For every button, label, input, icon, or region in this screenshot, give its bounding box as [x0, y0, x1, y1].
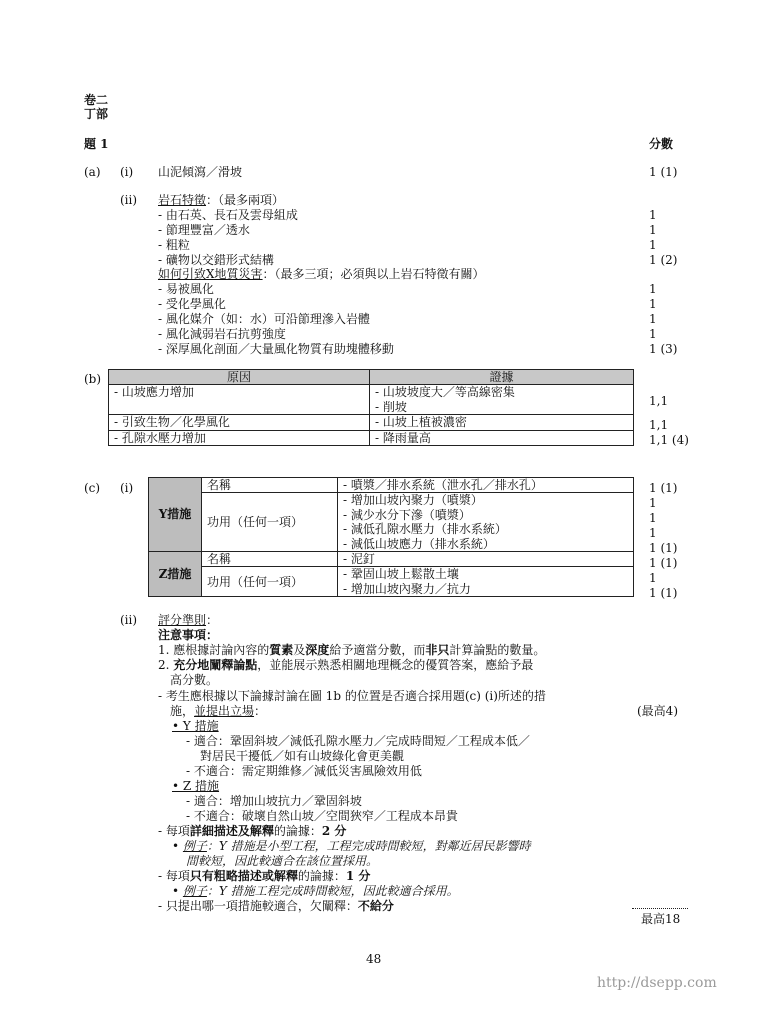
example-1-cont: 間較短，因此較適合在該位置採用。 [186, 854, 379, 868]
z-name-cell: - 泥釘 [338, 551, 634, 566]
list-item: - 易被風化 [158, 282, 214, 296]
rule-emphasis: 詳細描述及解釋 [189, 824, 274, 838]
score-item: 1 [649, 223, 657, 237]
note-emphasis: 質素 [269, 643, 294, 657]
a-i-score: 1 (1) [649, 165, 678, 179]
list-item: - 節理豐富／透水 [158, 223, 250, 237]
rule-text: 的論據： [273, 824, 322, 838]
evidence-item: - 削坡 [375, 399, 407, 414]
section-label: 丁部 [84, 107, 109, 121]
note-emphasis: 充分地闡釋論點 [173, 658, 258, 672]
question-title: 題 1 [84, 137, 109, 151]
score-item: 1 [649, 327, 657, 341]
rule-emphasis: 只有粗略描述或解釋 [189, 869, 298, 883]
cause-cell: - 引致生物／化學風化 [109, 415, 370, 430]
cause-cell: - 孔隙水壓力增加 [109, 430, 370, 445]
score-item: 1 [649, 208, 657, 222]
score-item: 1 [649, 496, 657, 510]
score-heading: 分數 [649, 137, 674, 151]
bullet: • [172, 839, 183, 853]
score-item: 1 (3) [649, 342, 678, 356]
z-unsuitable: - 不適合：破壞自然山坡／空間狹窄／工程成本昂貴 [186, 809, 458, 823]
rule-mark: 1 分 [345, 869, 371, 883]
a-ii-heading2-rest: ：（最多三項；必須與以上岩石特徵有關） [262, 267, 485, 281]
table-row [149, 493, 634, 552]
b-score-2: 1,1 [649, 418, 669, 432]
score-item: 1 (2) [649, 253, 678, 267]
score-item: 1 (1) [649, 586, 678, 600]
z-measure-label: Z措施 [149, 551, 202, 596]
a-ii-heading1-title: 岩石特徵 [158, 193, 207, 207]
col-header-evidence: 證據 [370, 370, 634, 385]
evidence-cell: - 降雨量高 [370, 430, 634, 445]
bullet: • [172, 884, 183, 898]
note-emphasis: 非只 [425, 643, 450, 657]
y-measure-heading: • Y 措施 [172, 719, 219, 733]
y-suitable-cont: 對居民干擾低／如有山坡綠化會更美觀 [200, 749, 405, 763]
table-row [149, 567, 634, 597]
rule-text: 的論據： [297, 869, 346, 883]
z-measure-heading: • Z 措施 [172, 779, 220, 793]
criteria-colon: ： [206, 613, 219, 627]
score-item: 1 [649, 238, 657, 252]
score-item: 1 [649, 511, 657, 525]
table-row [109, 430, 634, 445]
note-text: 給予適當分數，而 [329, 643, 426, 657]
evidence-item: - 山坡坡度大／等高線密集 [375, 385, 515, 400]
footer-url[interactable]: http://dsepp.com [597, 975, 717, 991]
y-suitable: - 適合：鞏固斜坡／減低孔隙水壓力／完成時間短／工程成本低／ [186, 734, 530, 748]
score-item: 1 [649, 526, 657, 540]
a-ii-scores1 [649, 208, 677, 268]
name-label: 名稱 [202, 478, 338, 493]
list-item: - 風化減弱岩石抗剪強度 [158, 327, 286, 341]
name-label: 名稱 [202, 551, 338, 566]
score-item: 1 [649, 571, 657, 585]
note-text: ，並能展示熟悉相關地理概念的優質答案，應給予最 [257, 658, 534, 672]
a-i-answer: 山泥傾瀉／滑坡 [158, 165, 243, 179]
z-function-cell [338, 567, 634, 597]
note-emphasis: 深度 [305, 643, 330, 657]
table-row [149, 551, 634, 566]
col-header-cause: 原因 [109, 370, 370, 385]
b-score-1: 1,1 [649, 394, 669, 408]
b-score-3: 1,1 (4) [649, 433, 689, 447]
cause-cell: - 山坡應力增加 [109, 385, 370, 415]
table-row [109, 415, 634, 430]
criteria-title: 評分準則 [158, 613, 207, 627]
a-ii-heading1 [158, 193, 284, 207]
function-item: - 減低山坡應力（排水系統） [343, 536, 495, 551]
function-item: - 鞏固山坡上鬆散土壤 [343, 567, 459, 582]
a-ii-list1 [158, 208, 298, 268]
rule-text: - 每項 [158, 824, 190, 838]
z-suitable: - 適合：增加山坡抗力／鞏固斜坡 [186, 794, 362, 808]
note-2-cont: 高分數。 [170, 673, 219, 687]
rule-text: - 只提出哪一項措施較適合，欠闡釋： [158, 899, 358, 913]
max-4-score: (最高4) [637, 704, 678, 718]
example-text: ：Y 措施是小型工程，工程完成時間較短，對鄰近居民影響時 [206, 839, 531, 853]
function-item: - 減低孔隙水壓力（排水系統） [343, 522, 507, 537]
c-ii-label: (ii) [120, 613, 138, 627]
point-1-cont [170, 704, 266, 718]
score-item: 1 [649, 312, 657, 326]
function-item: - 減少水分下滲（噴漿） [343, 507, 471, 522]
example-label: 例子 [182, 839, 207, 853]
note-text: 及 [293, 643, 306, 657]
function-item: - 增加山坡內聚力／抗力 [343, 581, 471, 596]
a-ii-label: (ii) [120, 193, 138, 207]
score-item: 1 (1) [649, 541, 678, 555]
note-text: 1. 應根據討論內容的 [158, 643, 270, 657]
list-item: - 受化學風化 [158, 297, 226, 311]
score-item: 1 [649, 282, 657, 296]
part-c-label: (c) [84, 481, 101, 495]
a-ii-heading2-title: 如何引致X地質災害 [158, 267, 263, 281]
c-i-table [148, 477, 634, 597]
example-text: ：Y 措施工程完成時間較短，因此較適合採用。 [206, 884, 459, 898]
score-item: 1 (1) [649, 481, 678, 495]
c-i-label: (i) [120, 481, 134, 495]
rule-2 [158, 869, 370, 883]
notes-title: 注意事項： [158, 628, 219, 642]
list-item: - 粗粒 [158, 238, 190, 252]
rule-text: - 每項 [158, 869, 190, 883]
point-1: - 考生應根據以下論據討論在圖 1b 的位置是否適合採用題(c) (i)所述的措 [158, 689, 546, 703]
function-label: 功用（任何一項） [202, 567, 338, 597]
rule-mark: 不給分 [357, 899, 394, 913]
example-label: 例子 [182, 884, 207, 898]
example-1 [172, 839, 531, 853]
a-ii-heading2 [158, 267, 485, 281]
note-1 [158, 643, 545, 657]
score-item: 1 (1) [649, 556, 678, 570]
max-18-score: 最高18 [641, 912, 681, 926]
list-item: - 礦物以交錯形式結構 [158, 253, 274, 267]
criteria-heading [158, 613, 218, 627]
example-2 [172, 884, 459, 898]
rule-mark: 2 分 [321, 824, 347, 838]
y-function-cell [338, 493, 634, 552]
paper-label: 卷二 [84, 93, 109, 107]
rule-1 [158, 824, 346, 838]
point-underline: 並提出立場 [194, 704, 255, 718]
y-unsuitable: - 不適合：需定期維修／減低災害風險效用低 [186, 764, 422, 778]
table-row [149, 478, 634, 493]
total-divider [632, 908, 688, 909]
list-item: - 由石英、長石及雲母組成 [158, 208, 298, 222]
point-text: ： [254, 704, 267, 718]
a-i-label: (i) [120, 165, 134, 179]
a-ii-scores2 [649, 282, 677, 357]
rule-3 [158, 899, 394, 913]
c-i-scores [649, 481, 677, 601]
note-text: 2. [158, 658, 174, 672]
note-2 [158, 658, 533, 672]
b-table [108, 369, 634, 446]
page-number: 48 [366, 952, 382, 966]
list-item: - 風化媒介（如：水）可沿節理滲入岩體 [158, 312, 370, 326]
list-item: - 深厚風化剖面／大量風化物質有助塊體移動 [158, 342, 394, 356]
y-measure-label: Y措施 [149, 478, 202, 552]
note-text: 計算論點的數量。 [449, 643, 546, 657]
function-item: - 增加山坡內聚力（噴漿） [343, 493, 483, 508]
score-item: 1 [649, 297, 657, 311]
y-name-cell: - 噴漿／排水系統（泄水孔／排水孔） [338, 478, 634, 493]
table-row [109, 385, 634, 415]
evidence-cell [370, 385, 634, 415]
part-a-label: (a) [84, 165, 101, 179]
point-text: 施， [170, 704, 195, 718]
function-label: 功用（任何一項） [202, 493, 338, 552]
table-header-row [109, 370, 634, 385]
a-ii-list2 [158, 282, 394, 357]
part-b-label: (b) [84, 372, 102, 386]
evidence-cell: - 山坡上植被濃密 [370, 415, 634, 430]
a-ii-heading1-rest: ：（最多兩項） [206, 193, 285, 207]
